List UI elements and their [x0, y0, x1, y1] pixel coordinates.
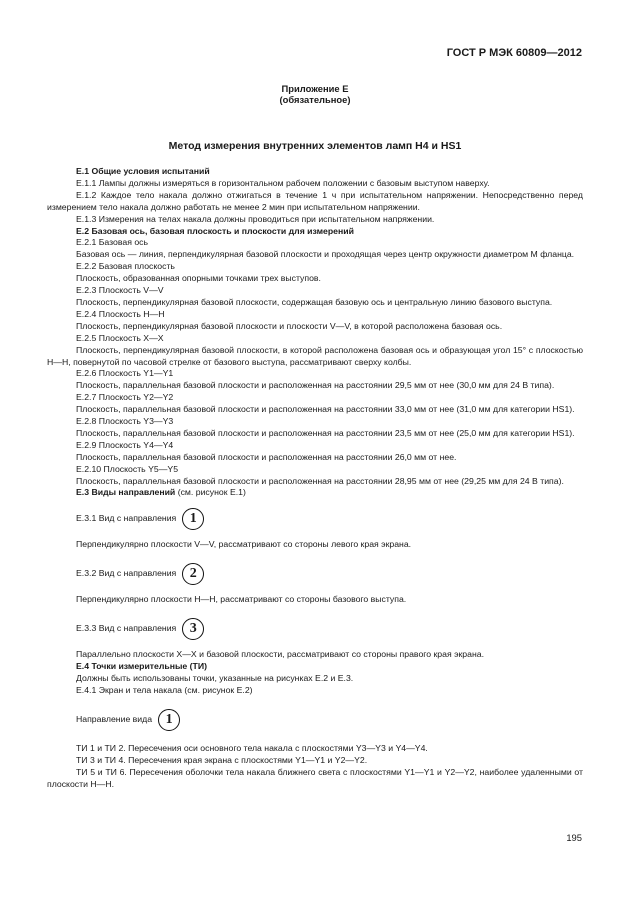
clause-e2-2-title: Е.2.2 Базовая плоскость [76, 261, 175, 272]
standard-header: ГОСТ Р МЭК 60809—2012 [446, 47, 582, 59]
clause-e4-1-title: Е.4.1 Экран и тела накала (см. рисунок Е.2) [76, 684, 253, 695]
view-direction-2-label: Е.3.2 Вид с направления [76, 568, 177, 579]
appendix-title: Приложение Е [281, 83, 349, 94]
section-e1-heading: Е.1 Общие условия испытаний [76, 166, 210, 176]
clause-e2-4-title: Е.2.4 Плоскость Н—Н [76, 308, 165, 319]
clause-e2-1-text: Базовая ось — линия, перпендикулярная базовой плоскости и проходящая через центр окружности диаметром М фланца. [76, 249, 575, 260]
clause-e2-8-text: Плоскость, параллельная базовой плоскости и расположенная на расстоянии 23,5 мм от нее (25,0 мм для категории HS1). [76, 427, 575, 438]
clause-e2-3-title: Е.2.3 Плоскость V—V [76, 285, 164, 296]
circled-number-1-icon: 1 [158, 709, 180, 731]
view-direction-1 [47, 506, 583, 532]
circled-number-1-icon: 1 [182, 508, 204, 530]
clause-e2-10-text: Плоскость, параллельная базовой плоскости и расположенная на расстоянии 28,95 мм от нее (29,25 мм для 24 В типа). [76, 475, 564, 486]
section-e4-text: Должны быть использованы точки, указанные на рисунках Е.2 и Е.3. [76, 673, 354, 683]
view-direction-3-text: Параллельно плоскости Х—Х и базовой плоскости, рассматривают со стороны правого края экрана. [76, 649, 485, 660]
clause-e1-3: Е.1.3 Измерения на телах накала должны проводиться при испытательном напряжении. [76, 213, 435, 224]
page-number: 195 [566, 832, 582, 843]
view-direction-3 [47, 616, 583, 642]
circled-number-2-icon: 2 [182, 563, 204, 585]
view-direction-2-text: Перпендикулярно плоскости Н—Н, рассматривают со стороны базового выступа. [76, 594, 407, 605]
measuring-points-5-6: ТИ 5 и ТИ 6. Пересечения оболочки тела накала ближнего света с плоскостями Y1—Y1 и Y2—Y2, наиболее удаленными от плоскости Н—Н. [47, 766, 583, 789]
view-direction-marker [47, 707, 583, 733]
appendix-status: (обязательное) [279, 94, 351, 105]
clause-e2-9-title: Е.2.9 Плоскость Y4—Y4 [76, 439, 174, 450]
view-direction-3-label: Е.3.3 Вид с направления [76, 623, 177, 634]
document-title: Метод измерения внутренних элементов ламп Н4 и HS1 [168, 140, 462, 152]
clause-e2-5-title: Е.2.5 Плоскость Х—Х [76, 332, 164, 343]
section-e3-heading-line [47, 487, 583, 499]
clause-e2-10-title: Е.2.10 Плоскость Y5—Y5 [76, 463, 179, 474]
view-direction-1-label: Е.3.1 Вид с направления [76, 513, 177, 524]
clause-e2-8-title: Е.2.8 Плоскость Y3—Y3 [76, 416, 174, 427]
measuring-points-1-2: ТИ 1 и ТИ 2. Пересечения оси основного тела накала с плоскостями Y3—Y3 и Y4—Y4. [76, 742, 428, 753]
section-e3-heading: Е.3 Виды направлений [76, 487, 176, 498]
section-e3-figure-ref: (см. рисунок Е.1) [175, 487, 246, 498]
view-direction-2 [47, 561, 583, 587]
measuring-points-3-4: ТИ 3 и ТИ 4. Пересечения края экрана с плоскостями Y1—Y1 и Y2—Y2. [76, 754, 368, 765]
view-direction-1-text: Перпендикулярно плоскости V—V, рассматривают со стороны левого края экрана. [76, 539, 412, 550]
clause-e2-2-text: Плоскость, образованная опорными точками трех выступов. [76, 273, 321, 284]
clause-e2-5-text: Плоскость, перпендикулярная базовой плоскости, в которой расположена базовая ось и образующая угол 15° с плоскостью Н—Н, повернутой по часовой стрелке от базового выступа, рассматривают сверху колбы. [47, 344, 583, 367]
section-e2-heading: Е.2 Базовая ось, базовая плоскость и плоскости для измерений [76, 225, 354, 236]
clause-e2-4-text: Плоскость, перпендикулярная базовой плоскости и плоскости V—V, в которой расположена базовая ось. [76, 320, 503, 331]
clause-e2-7-text: Плоскость, параллельная базовой плоскости и расположенная на расстоянии 33,0 мм от нее (31,0 мм для категории HS1). [76, 404, 575, 415]
clause-e2-3-text: Плоскость, перпендикулярная базовой плоскости, содержащая базовую ось и центральную линию базового выступа. [76, 296, 553, 307]
clause-e2-6-text: Плоскость, параллельная базовой плоскости и расположенная на расстоянии 29,5 мм от нее (30,0 мм для 24 В типа). [76, 380, 555, 391]
section-e4-heading: Е.4 Точки измерительные (ТИ) [76, 661, 207, 672]
view-direction-marker-label: Направление вида [76, 713, 153, 724]
clause-e1-1: Е.1.1 Лампы должны измеряться в горизонтальном рабочем положении с базовым выступом наверху. [76, 177, 490, 188]
circled-number-3-icon: 3 [182, 618, 204, 640]
clause-e1-2: Е.1.2 Каждое тело накала должно отжигаться в течение 1 ч при испытательном напряжении. Непосредственно перед измерением тело накала должно работать не менее 2 мин при испытательном напряжении. [47, 189, 583, 212]
clause-e2-7-title: Е.2.7 Плоскость Y2—Y2 [76, 392, 174, 403]
clause-e2-9-text: Плоскость, параллельная базовой плоскости и расположенная на расстоянии 26,0 мм от нее. [76, 451, 457, 462]
document-body [47, 166, 583, 790]
clause-e2-6-title: Е.2.6 Плоскость Y1—Y1 [76, 368, 174, 379]
clause-e2-1-title: Е.2.1 Базовая ось [76, 237, 149, 248]
